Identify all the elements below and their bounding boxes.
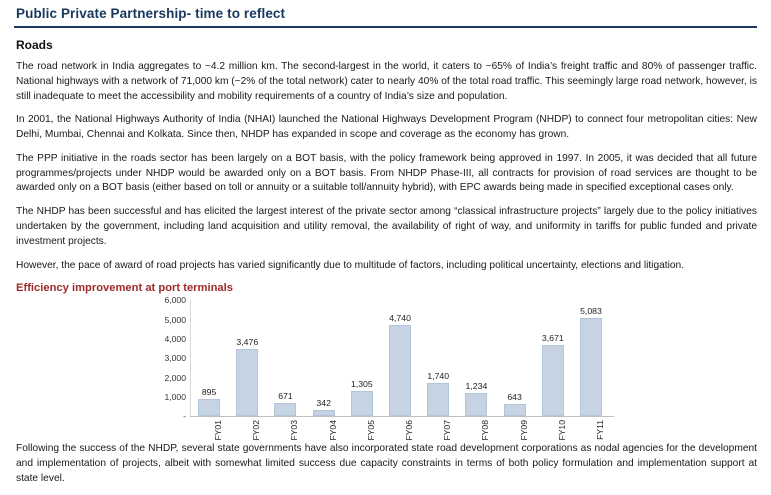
x-label-slot xyxy=(228,418,266,452)
section-heading: Roads xyxy=(16,38,53,52)
x-tick-label: FY07 xyxy=(442,420,453,441)
bar-value-label: 3,476 xyxy=(236,337,259,348)
x-label-slot xyxy=(190,418,228,452)
bar xyxy=(504,404,526,416)
x-tick-label: FY08 xyxy=(480,420,491,441)
bar-slot xyxy=(572,300,610,416)
x-label-slot xyxy=(381,418,419,452)
bar-slot xyxy=(305,300,343,416)
paragraph-3: The PPP initiative in the roads sector has been largely on a BOT basis, with the policy framework being approved in 1997. In 2005, it was decided that all future programmes/projects under NHDP would be awarded only on a BOT basis. From NHDP Phase-III, all contracts for provision of road services are thought to be awarded only on a BOT basis (either based on toll or annuity or a suitable toll/annuity hybrid), with EPC awards being made in specified exceptional cases only. xyxy=(16,152,757,194)
y-tick-label: - xyxy=(183,411,186,422)
bar xyxy=(580,318,602,416)
paragraph-2: In 2001, the National Highways Authority of India (NHAI) launched the National Highways Development Program (NHDP) to connect four metropolitan cities: New Delhi, Mumbai, Chennai and Kolkata. Since then, NHDP has expanded in scope and coverage as the economy has grown. xyxy=(16,114,757,141)
y-tick-label: 2,000 xyxy=(164,372,186,383)
y-tick-label: 1,000 xyxy=(164,392,186,403)
bar-value-label: 342 xyxy=(316,397,331,408)
bar-chart xyxy=(14,295,757,441)
bar xyxy=(351,391,373,416)
x-tick-label: FY11 xyxy=(594,420,605,441)
bar-value-label: 5,083 xyxy=(580,306,602,317)
plot-area xyxy=(190,300,610,416)
bar xyxy=(465,393,487,417)
y-tick-label: 3,000 xyxy=(164,353,186,364)
x-tick-label: FY03 xyxy=(289,420,300,441)
bar-value-label: 3,671 xyxy=(541,333,564,344)
x-axis-line xyxy=(190,416,614,417)
bar-slot xyxy=(190,300,228,416)
closing-paragraph: Following the success of the NHDP, several state governments have also incorporated state road development corporations as nodal agencies for the development and implementation of projects, albeit with somewhat limited success due capacity constraints in terms of both policy formulation and implementation support at state level. xyxy=(16,443,757,484)
bar xyxy=(427,383,449,417)
x-tick-label: FY09 xyxy=(518,420,529,441)
bar-series xyxy=(190,300,610,416)
bar-slot xyxy=(534,300,572,416)
x-tick-label: FY04 xyxy=(327,420,338,441)
x-tick-label: FY06 xyxy=(404,420,415,441)
x-tick-label: FY10 xyxy=(556,420,567,441)
bar-value-label: 1,234 xyxy=(465,380,488,391)
bar-value-label: 4,740 xyxy=(389,312,411,323)
bar-slot xyxy=(496,300,534,416)
y-tick-label: 5,000 xyxy=(164,314,186,325)
bar-value-label: 643 xyxy=(507,391,522,402)
bar-value-label: 1,305 xyxy=(350,379,373,390)
bar xyxy=(542,345,564,416)
chart-title: Efficiency improvement at port terminals xyxy=(16,282,233,295)
bar-slot xyxy=(419,300,457,416)
x-label-slot xyxy=(305,418,343,452)
bar xyxy=(313,410,335,417)
x-label-slot xyxy=(534,418,572,452)
bar xyxy=(198,399,220,416)
x-tick-label: FY01 xyxy=(213,420,224,441)
x-label-slot xyxy=(572,418,610,452)
x-label-slot xyxy=(419,418,457,452)
y-tick-label: 4,000 xyxy=(164,334,186,345)
title-divider xyxy=(14,26,757,28)
x-label-slot xyxy=(343,418,381,452)
page-title: Public Private Partnership- time to reflect xyxy=(16,6,286,21)
x-axis-labels xyxy=(190,418,610,452)
x-tick-label: FY05 xyxy=(365,420,376,441)
x-tick-label: FY02 xyxy=(251,420,262,441)
x-label-slot xyxy=(496,418,534,452)
bar-value-label: 1,740 xyxy=(427,370,450,381)
y-tick-label: 6,000 xyxy=(164,295,186,306)
bar-value-label: 895 xyxy=(201,387,217,398)
y-axis-labels xyxy=(144,296,186,420)
bar xyxy=(389,325,411,417)
x-label-slot xyxy=(457,418,495,452)
bar-value-label: 671 xyxy=(278,391,293,402)
bar xyxy=(236,349,258,416)
bar xyxy=(274,403,296,416)
x-label-slot xyxy=(266,418,304,452)
bar-slot xyxy=(381,300,419,416)
paragraph-4: The NHDP has been successful and has elicited the largest interest of the private sector among “classical infrastructure projects” largely due to the policy initiatives undertaken by the government, including land acquisition and utility removal, the availability of right of way, and uniformity in tariffs for public funded and private investment projects. xyxy=(16,206,757,247)
paragraph-1: The road network in India aggregates to ~4.2 million km. The second-largest in the world, it caters to ~65% of India’s freight traffic and 80% of passenger traffic. National highways with a network of 71,000 km (~2% of the total network) cater to nearly 40% of the total road traffic. This seemingly large road network, however, is still inadequate to meet the accessibility and mobility requirements of a country of India’s size and population. xyxy=(16,61,757,102)
paragraph-5: However, the pace of award of road projects has varied significantly due to multitude of factors, including political uncertainty, elections and litigation. xyxy=(16,259,685,271)
